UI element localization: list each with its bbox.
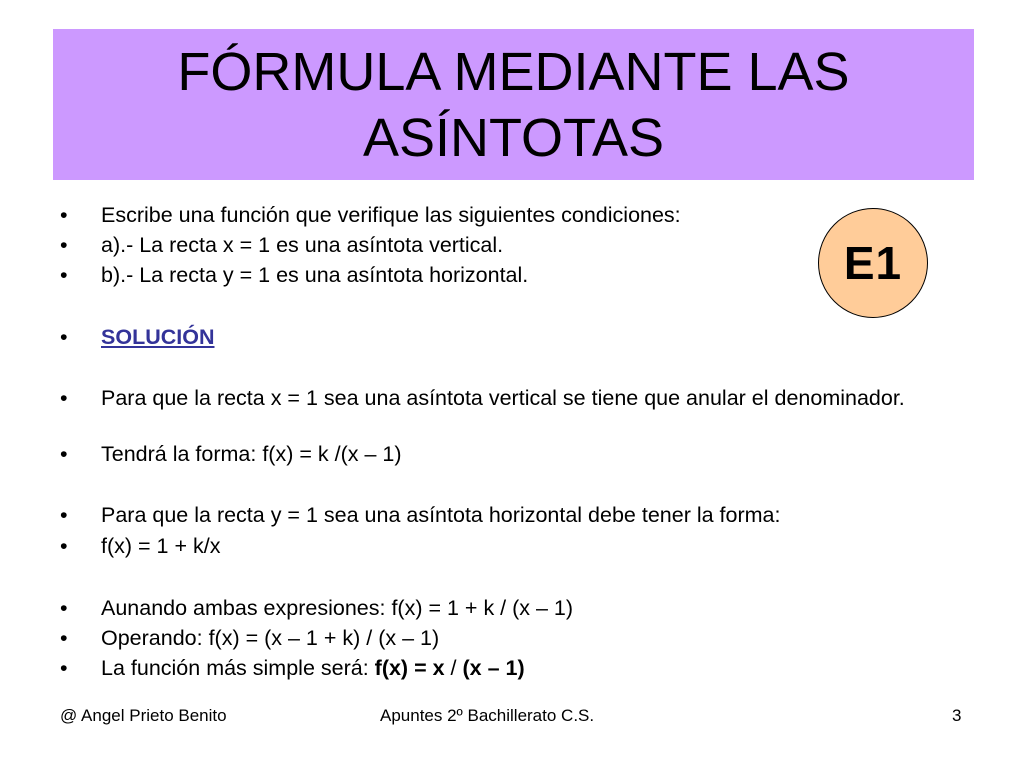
solution-heading: SOLUCIÓN [101, 325, 215, 349]
bullet-dot: • [60, 442, 68, 466]
bullet-text: Para que la recta y = 1 sea una asíntota horizontal debe tener la forma: [101, 503, 781, 527]
bullet-text: f(x) = 1 + k/x [101, 534, 221, 558]
bullet-dot: • [60, 325, 68, 349]
bullet-dot: • [60, 596, 68, 620]
bullet-text [101, 656, 921, 681]
bullet-dot: • [60, 534, 68, 558]
exercise-badge-label: E1 [843, 237, 903, 289]
bullet-text: b).- La recta y = 1 es una asíntota horizontal. [101, 263, 529, 287]
bullet-text: Escribe una función que verifique las siguientes condiciones: [101, 203, 681, 227]
bullet-text: Tendrá la forma: f(x) = k /(x – 1) [101, 442, 402, 466]
slide-title: FÓRMULA MEDIANTE LAS ASÍNTOTAS [177, 41, 850, 168]
bullet-text: Operando: f(x) = (x – 1 + k) / (x – 1) [101, 626, 440, 650]
bullet-text: a).- La recta x = 1 es una asíntota vertical. [101, 233, 504, 257]
bullet-dot: • [60, 656, 68, 680]
bullet-dot: • [60, 233, 68, 257]
formula-numerator: f(x) = x [374, 656, 445, 680]
bullet-text: Aunando ambas expresiones: f(x) = 1 + k / (x – 1) [101, 596, 574, 620]
footer-course: Apuntes 2º Bachillerato C.S. [380, 706, 595, 725]
formula-denominator: (x – 1) [462, 656, 525, 680]
footer-author: @ Angel Prieto Benito [60, 706, 227, 725]
bullet-text: Para que la recta x = 1 sea una asíntota vertical se tiene que anular el denominador. [101, 386, 905, 410]
footer-page-number: 3 [952, 706, 962, 725]
bullet-dot: • [60, 386, 68, 410]
bullet-text-prefix: La función más simple será: [101, 656, 375, 680]
bullet-dot: • [60, 263, 68, 287]
formula-separator: / [444, 656, 463, 680]
bullet-dot: • [60, 503, 68, 527]
bullet-dot: • [60, 626, 68, 650]
bullet-dot: • [60, 203, 68, 227]
